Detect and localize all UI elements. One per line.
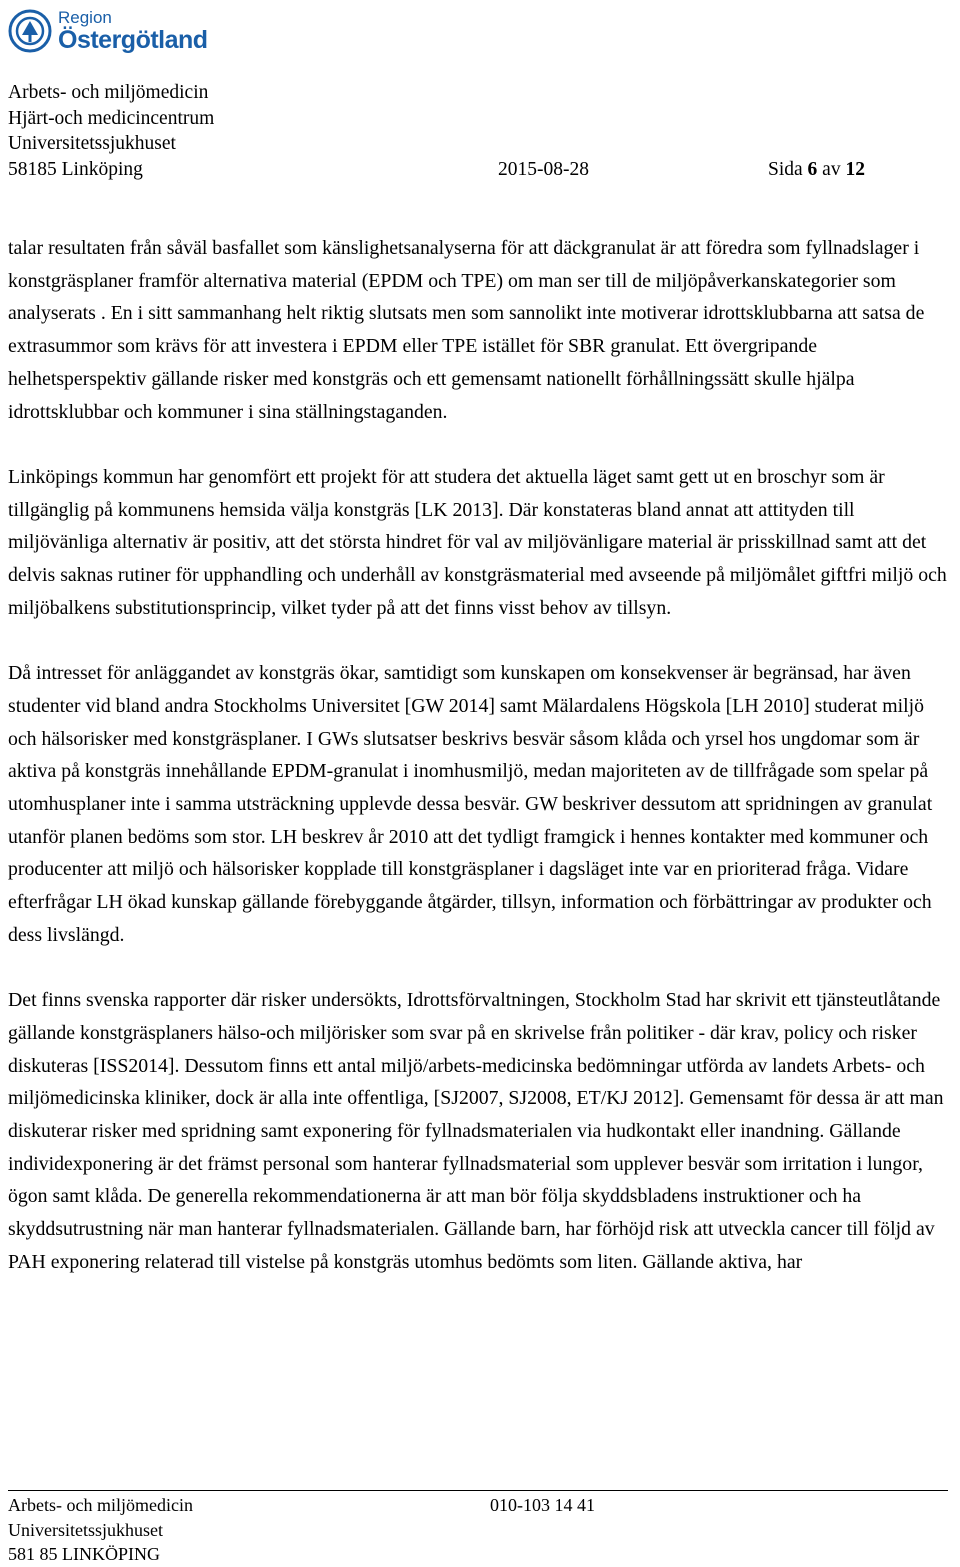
- footer-phone: 010-103 14 41: [490, 1495, 595, 1515]
- header-center: Hjärt-och medicincentrum: [8, 107, 215, 129]
- paragraph: talar resultaten från såväl basfallet som känslighetsanalyserna för att däckgranulat är att föredra som fyllnadslager i konstgräsplaner framför alternativa material (EPDM och TPE) om man ser till de miljöpåverkanskategorier som analyserats . En i sitt sammanhang helt riktig slutsats men som sannolikt inte motiverar idrottsklubbarna att satsa de extrasummor som krävs för att investera i EPDM eller TPE istället för SBR granulat. Ett övergripande helhetsperspektiv gällande risker med konstgräs och ett gemensamt nationellt förhållningssätt skulle hjälpa idrottsklubbar och kommuner i sina ställningstaganden.: [8, 237, 925, 423]
- paragraph: Då intresset för anläggandet av konstgräs ökar, samtidigt som kunskapen om konsekvenser är begränsad, har även studenter vid bland andra Stockholms Universitet [GW 2014] samt Mälardalens Högskola [LH 2010] studerat miljö och hälsorisker med konstgräsplaner. I GWs slutsatser beskrivs besvär såsom klåda och yrsel hos ungdomar som är aktiva på konstgräs innehållande EPDM-granulat i inomhusmiljö, medan majoriteten av de tillfrågade som spelar på utomhusplaner inte i samma utsträckning upplevde dessa besvär. GW beskriver dessutom att spridningen av granulat utanför planen bedöms som stor. LH beskrev år 2010 att det tydligt framgick i hennes kontakter med kommuner och producenter att miljö och hälsorisker kopplade till konstgräsplaner i dagsläget inte var en prioriterad fråga. Vidare efterfrågar LH ökad kunskap gällande förebyggande åtgärder, tillsyn, information och förbättringar av produkter och dess livslängd.: [8, 662, 933, 946]
- page-current: 6: [807, 158, 818, 180]
- paragraph: Linköpings kommun har genomfört ett projekt för att studera det aktuella läget samt gett ut en broschyr som är tillgänglig på kommunens hemsida välja konstgräs [LK 2013]. Där konstateras bland annat att attityden till miljövänliga alternativ är positiv, att det största hindret för val av miljövänligare material är prisskillnad samt att det delvis saknas rutiner för upphandling och underhåll av konstgräsmaterial med avseende på miljömålet giftfri miljö och miljöbalkens substitutionsprincip, vilket tyder på att det finns visst behov av tillsyn.: [8, 465, 947, 619]
- header-info-row: [8, 157, 908, 183]
- page-prefix: Sida: [768, 158, 808, 180]
- logo-region: Region: [58, 8, 112, 27]
- footer-divider: [8, 1490, 948, 1491]
- footer-row: [8, 1493, 948, 1518]
- header-city: 58185 Linköping: [8, 158, 143, 180]
- header-department: Arbets- och miljömedicin: [8, 82, 209, 103]
- footer-hospital: Universitetssjukhuset: [8, 1519, 163, 1540]
- region-logo-text: [58, 9, 208, 53]
- page-indicator: [768, 157, 865, 183]
- page-mid: av: [817, 158, 846, 180]
- document-footer: [8, 1493, 948, 1567]
- header-date: 2015-08-28: [498, 158, 589, 180]
- logo-name: Östergötland: [58, 26, 208, 54]
- header-hospital: Universitetssjukhuset: [8, 133, 176, 155]
- paragraph: Det finns svenska rapporter där risker undersökts, Idrottsförvaltningen, Stockholm Stad har skrivit ett tjänsteutlåtande gällande konstgräsplaners hälso-och miljörisker som svar på en skrivelse från politiker - där krav, policy och risker diskuteras [ISS2014]. Dessutom finns ett antal miljö/arbets-medicinska bedömningar utförda av landets Arbets- och miljömedicinska kliniker, dock är alla inte offentliga, [SJ2007, SJ2008, ET/KJ 2012]. Gemensamt för dessa är att man diskuterar risker med spridning samt exponering för fyllnadsmaterialen via hudkontakt eller inandning. Gällande individexponering är det främst personal som hanterar fyllnadsmaterial som upplever besvär som irritation i lungor, ögon samt klåda. De generella rekommendationerna är att man bör följa skyddsbladens instruktioner och ha skyddsutrustning när man hanterar fyllnadsmaterialen. Gällande barn, har förhöjd risk att utveckla cancer till följd av PAH exponering relaterad till vistelse på konstgräs utomhus bedömts som liten. Gällande aktiva, har: [8, 989, 944, 1273]
- page-total: 12: [845, 158, 865, 180]
- document-body: [8, 232, 956, 1311]
- region-logo-icon: [8, 9, 52, 53]
- footer-address: 581 85 LINKÖPING: [8, 1544, 160, 1564]
- document-header: [8, 80, 908, 182]
- footer-department: Arbets- och miljömedicin: [8, 1495, 193, 1515]
- region-logo: [8, 6, 208, 56]
